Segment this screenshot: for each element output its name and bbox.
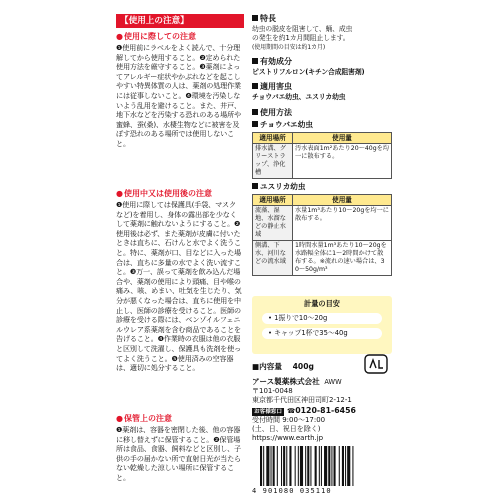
during-use-caution-title: ●使用中又は使用後の注意: [116, 189, 212, 198]
capacity-value: 400g: [292, 362, 314, 371]
storage-caution-body: ❶薬剤は、容器を密閉した後、他の容器に移し替えずに保管すること。❷保管場所は食品、食器、飼料などと区別し、子供の手の届かない所で直射日光が当たらない乾燥した涼しい場所に保管すること。: [116, 425, 241, 482]
barcode-bar: [342, 446, 344, 486]
pest-text: チョウバエ幼虫、ユスリカ幼虫: [252, 93, 346, 101]
barcode-bar: [305, 446, 306, 486]
company-url: https://www.earth.jp: [252, 434, 324, 442]
barcode-bar: [345, 446, 346, 486]
barcode-bar: [307, 446, 309, 486]
features-line-2: の発生を約1カ月間阻止します。: [252, 34, 350, 42]
chouba-usage-table: [252, 132, 392, 179]
barcode-bar: [315, 446, 317, 486]
company-name-line: [252, 377, 342, 387]
product-info-column: [252, 14, 392, 495]
barcode-bar: [273, 446, 275, 486]
barcode-bar: [321, 446, 322, 486]
usage-caution-title: ●使用に際しての注意: [116, 32, 196, 41]
table-header-amount: 使用量: [293, 133, 392, 144]
table-header-amount: 使用量: [293, 195, 392, 206]
table-header-place: 適用場所: [253, 133, 293, 144]
precautions-column: [116, 14, 244, 484]
square-bullet-icon: [252, 183, 258, 189]
table-cell-amount: 水量1m³あたり10〜20gを均一に散布する。: [293, 206, 392, 241]
features-line-3: (使用期間の目安は約1カ月): [252, 44, 326, 51]
warning-dot-icon: ●: [116, 189, 123, 198]
storage-caution-title: ●保管上の注意: [116, 414, 172, 423]
square-bullet-icon: [252, 58, 258, 64]
chouba-title: チョウバエ幼虫: [252, 120, 313, 130]
barcode-digits: 4 901080 035110: [252, 487, 332, 495]
barcode-bar: [289, 446, 291, 486]
yusurika-title: ユスリカ幼虫: [252, 182, 306, 192]
barcode-bar: [334, 446, 336, 486]
square-bullet-icon: [252, 15, 258, 21]
table-cell-place: 排水溝、グリーストラップ、浄化槽: [253, 144, 293, 179]
usage-caution-body: ❶使用前にラベルをよく読んで、十分理解してから使用すること。❷定められた使用方法を厳守すること。❸薬剤によってアレルギー症状やかぶれなどを起こしやすい特異体質の人は、薬剤の処理作業には従事しないこと。❹環境を汚染しないよう乱用を避けること。また、井戸、地下水などを汚染する恐れのある場所や蜜蜂、蚕(桑)、水棲生物などに被害を及ぼす恐れのある場所では使用しないこと。: [116, 43, 241, 148]
barcode-bar: [286, 446, 287, 486]
amount-guide-item: • キャップ1杯で35〜40g: [262, 328, 382, 339]
barcode-bar: [266, 446, 269, 486]
warning-dot-icon: ●: [116, 32, 123, 41]
ingredient-title: 有効成分: [252, 57, 292, 67]
barcode-bar: [352, 446, 353, 486]
barcode-bar: [328, 446, 330, 486]
barcode-bar: [339, 446, 340, 486]
barcode-bar: [283, 446, 285, 486]
barcode-bar: [331, 446, 332, 486]
square-bullet-icon: [252, 109, 258, 115]
customer-service-label: お客様窓口: [254, 409, 282, 415]
precautions-header: 【使用上の注意】: [116, 14, 244, 28]
pest-title: 適用害虫: [252, 82, 292, 92]
company-holidays: (土、日、祝日を除く): [252, 425, 321, 433]
during-use-caution-body: ❶使用に際しては保護具(手袋、マスクなど)を着用し、身体の露出部を少なくして薬剤に触れないようにすること。❷使用後は必ず、また薬剤が皮膚に付いたときは直ちに、石けんと水でよく洗うこと。特に、薬剤が口、目などに入った場合は、直ちに多量の水でよく洗い流すこと。❸万一、誤って薬剤を飲み込んだ場合や、薬剤の使用により頭痛、目や喉の痛み、咳、めまい、吐気を生じたり、気分が悪くなった場合は、直ちに使用を中止し、医師の診療を受けること。医師の診療を受ける際には、ベンゾイルフェニルウレア系薬剤を含む商品であることを告げること。❹作業時の衣服は他の衣服と区別して洗濯し、保護具も洗剤を使ってよく洗うこと。❺使用済みの空容器は、適切に処分すること。: [116, 200, 242, 373]
table-row: [253, 241, 392, 276]
table-row: [253, 206, 392, 241]
barcode-bar: [310, 446, 311, 486]
barcode: [252, 446, 392, 498]
product-label: [108, 8, 396, 495]
company-address: 東京都千代田区神田司町2-12-1: [252, 396, 352, 404]
yusurika-usage-table: [252, 194, 392, 276]
features-line-1: 幼虫の脱皮を阻害して、蛹、成虫: [252, 25, 353, 33]
capacity-line: [252, 362, 314, 372]
barcode-bar: [263, 446, 264, 486]
square-bullet-icon: [252, 121, 258, 127]
company-hours: 受付時間 9:00〜17:00: [252, 416, 326, 424]
company-zip: 〒101-0048: [252, 387, 293, 395]
barcode-bar: [260, 446, 262, 486]
barcode-bar: [298, 446, 299, 486]
square-bullet-icon: [252, 83, 258, 89]
barcode-bar: [271, 446, 272, 486]
company-mark: AWW: [324, 378, 342, 386]
table-cell-place: 流藻、湿地、水溜などの静止水域: [253, 206, 293, 241]
warning-dot-icon: ●: [116, 414, 123, 423]
amount-guide-title: 計量の目安: [304, 299, 340, 308]
barcode-bar: [319, 446, 320, 486]
features-title: 特長: [252, 14, 276, 24]
barcode-bar: [324, 446, 327, 486]
capacity-label: ■内容量: [252, 362, 282, 371]
company-name: アース製薬株式会社: [252, 377, 320, 386]
barcode-bar: [281, 446, 282, 486]
barcode-bar: [295, 446, 296, 486]
method-title: 使用方法: [252, 108, 292, 118]
company-phone-line: [252, 406, 356, 416]
barcode-bar: [277, 446, 278, 486]
company-phone: 0120-81-6456: [295, 406, 356, 415]
recycle-plastic-icon: [364, 354, 388, 374]
phone-icon: ☎: [286, 407, 296, 415]
barcode-bar: [347, 446, 350, 486]
table-row: [253, 144, 392, 179]
table-header-place: 適用場所: [253, 195, 293, 206]
table-cell-amount: 汚水表面1m²あたり20〜40gを均一に散布する。: [293, 144, 392, 179]
table-cell-place: 側溝、下水、河川などの流水域: [253, 241, 293, 276]
table-cell-amount: 1時間水量1m³あたり10〜20gを水路幅全体に1〜2時間かけて散布する。※流れの速い場合は、30〜50g/m³: [293, 241, 392, 276]
barcode-bar: [300, 446, 303, 486]
ingredient-text: ピストリフルロン(キチン合成阻害剤): [252, 68, 365, 76]
amount-guide-item: • 1振りで10〜20g: [262, 313, 382, 324]
barcode-bars: [258, 446, 386, 486]
